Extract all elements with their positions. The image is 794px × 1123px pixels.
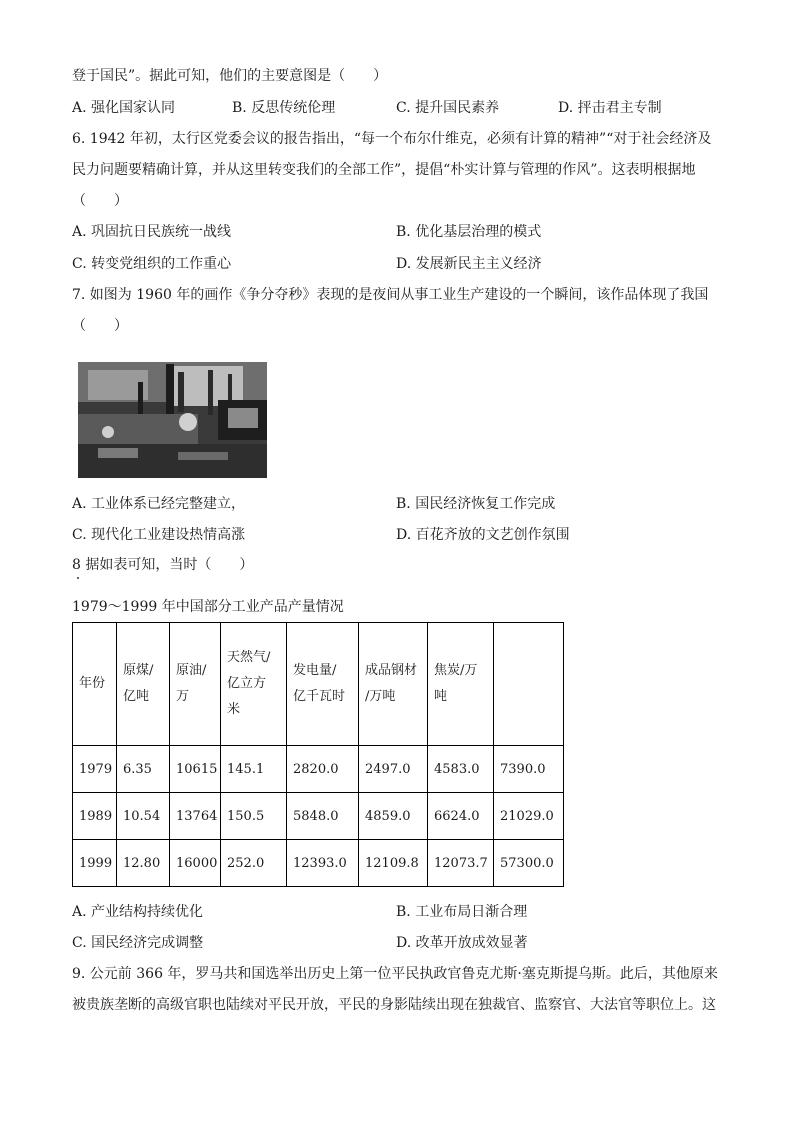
table-cell: 16000 <box>170 840 221 887</box>
q5-option-c[interactable]: C. 提升国民素养 <box>396 100 500 116</box>
stray-dot <box>77 577 79 579</box>
q6-option-a[interactable]: A. 巩固抗日民族统一战线 <box>72 224 232 240</box>
header-year: 年份 <box>73 623 117 746</box>
table-row <box>73 793 564 840</box>
painting-image <box>78 362 267 478</box>
table-cell: 145.1 <box>221 746 287 793</box>
table-cell: 7390.0 <box>494 746 564 793</box>
header-natural-gas: 天然气/ 亿立方 米 <box>221 623 287 746</box>
table-header-row <box>73 623 564 746</box>
header-electricity: 发电量/ 亿千瓦时 <box>287 623 359 746</box>
table-cell: 4859.0 <box>359 793 428 840</box>
q8-option-a[interactable]: A. 产业结构持续优化 <box>72 904 204 920</box>
table-title: 1979～1999 年中国部分工业产品产量情况 <box>72 599 344 615</box>
q8-option-b[interactable]: B. 工业布局日渐合理 <box>396 904 528 920</box>
table-cell: 21029.0 <box>494 793 564 840</box>
q7-option-d[interactable]: D. 百花齐放的文艺创作氛围 <box>396 527 570 543</box>
header-blank <box>494 623 564 746</box>
q5-option-a[interactable]: A. 强化国家认同 <box>72 100 176 116</box>
table-cell: 252.0 <box>221 840 287 887</box>
q6-answer-blank: （ ） <box>72 193 128 209</box>
table-cell: 10.54 <box>117 793 170 840</box>
table-cell: 1989 <box>73 793 117 840</box>
q5-option-b[interactable]: B. 反思传统伦理 <box>232 100 336 116</box>
q5-option-d[interactable]: D. 抨击君主专制 <box>558 100 662 116</box>
table-cell: 57300.0 <box>494 840 564 887</box>
q8-option-c[interactable]: C. 国民经济完成调整 <box>72 935 204 951</box>
table-cell: 1999 <box>73 840 117 887</box>
table-cell: 12.80 <box>117 840 170 887</box>
table-cell: 12073.7 <box>428 840 494 887</box>
header-steel: 成品钢材 /万吨 <box>359 623 428 746</box>
q7-option-b[interactable]: B. 国民经济恢复工作完成 <box>396 496 556 512</box>
q8-option-d[interactable]: D. 改革开放成效显著 <box>396 935 528 951</box>
header-coal: 原煤/ 亿吨 <box>117 623 170 746</box>
q7-option-a[interactable]: A. 工业体系已经完整建立， <box>72 496 246 512</box>
production-table <box>72 622 564 887</box>
table-cell: 6624.0 <box>428 793 494 840</box>
q9-stem-line-2: 被贵族垄断的高级官职也陆续对平民开放，平民的身影陆续出现在独裁官、监察官、大法官等职位上。这 <box>72 997 716 1013</box>
q6-option-b[interactable]: B. 优化基层治理的模式 <box>396 224 542 240</box>
table-cell: 12109.8 <box>359 840 428 887</box>
painting-illustration <box>78 362 267 478</box>
table-row <box>73 746 564 793</box>
header-coke: 焦炭/万 吨 <box>428 623 494 746</box>
q7-answer-blank: （ ） <box>72 318 128 334</box>
q6-option-d[interactable]: D. 发展新民主主义经济 <box>396 256 542 272</box>
q8-stem: 8 据如表可知，当时（ ） <box>72 557 254 573</box>
table-cell: 1979 <box>73 746 117 793</box>
header-crude-oil: 原油/ 万 <box>170 623 221 746</box>
q6-option-c[interactable]: C. 转变党组织的工作重心 <box>72 256 232 272</box>
table-cell: 6.35 <box>117 746 170 793</box>
table-cell: 12393.0 <box>287 840 359 887</box>
table-cell: 10615 <box>170 746 221 793</box>
q6-stem-line-2: 民力问题要精确计算，并从这里转变我们的全部工作”，提倡“朴实计算与管理的作风”。这表明根据地 <box>72 162 696 178</box>
table-cell: 2497.0 <box>359 746 428 793</box>
q5-stem-continuation: 登于国民”。据此可知，他们的主要意图是（ ） <box>72 68 388 84</box>
table-cell: 4583.0 <box>428 746 494 793</box>
q9-stem-line-1: 9. 公元前 366 年，罗马共和国选举出历史上第一位平民执政官鲁克尤斯·塞克斯提乌斯。此后，其他原来 <box>72 966 718 982</box>
table-row <box>73 840 564 887</box>
table-cell: 2820.0 <box>287 746 359 793</box>
table-cell: 150.5 <box>221 793 287 840</box>
q7-option-c[interactable]: C. 现代化工业建设热情高涨 <box>72 527 246 543</box>
table-cell: 5848.0 <box>287 793 359 840</box>
table-cell: 13764 <box>170 793 221 840</box>
q7-stem-line-1: 7. 如图为 1960 年的画作《争分夺秒》表现的是夜间从事工业生产建设的一个瞬间，该作品体现了我国 <box>72 287 709 303</box>
q6-stem-line-1: 6. 1942 年初，太行区党委会议的报告指出，“每一个布尔什维克，必须有计算的精神”“对于社会经济及 <box>72 131 712 147</box>
